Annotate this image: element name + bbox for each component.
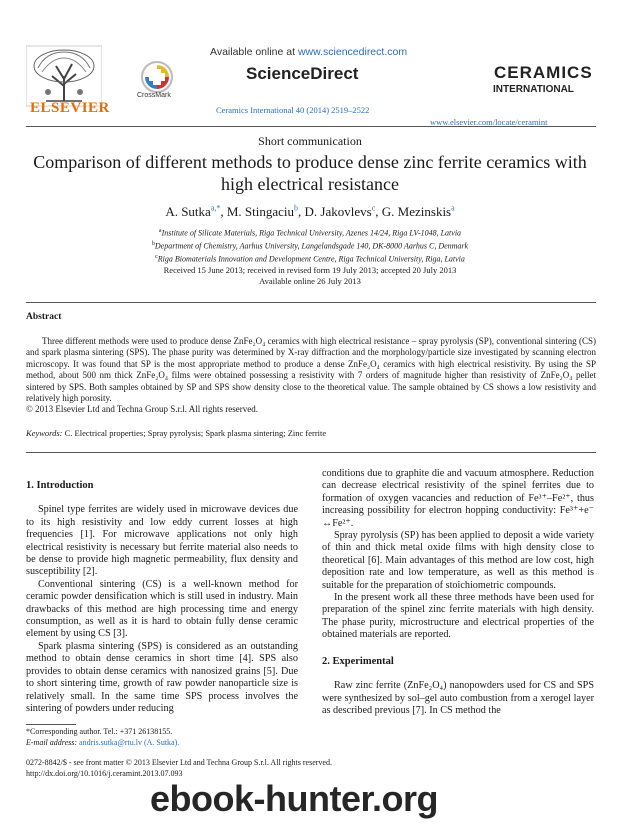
available-online-date: Available online 26 July 2013	[259, 276, 361, 286]
affiliations	[0, 226, 620, 265]
author-sep: ,	[375, 204, 382, 220]
body-paragraph: conditions due to graphite die and vacuum atmosphere. Reduction can decrease electrical resistivity of the spinel ferrites due to formation of oxygen vacancies and reduction of Fe³⁺–Fe²⁺, thus increasing possibility for electron hopping conductivity: Fe³⁺+e⁻ ↔Fe²⁺.	[322, 468, 594, 529]
email-link[interactable]: andris.sutka@rtu.lv (A. Sutka).	[79, 737, 180, 747]
journal-title: CERAMICS	[494, 63, 593, 82]
abstract-body	[26, 336, 596, 416]
doi-link[interactable]: http://dx.doi.org/10.1016/j.ceramint.2013.07.093	[26, 768, 183, 778]
received-dates: Received 15 June 2013; received in revised form 19 July 2013; accepted 20 July 2013	[163, 265, 457, 275]
author-list	[0, 204, 620, 220]
copyright-footer	[26, 758, 332, 779]
author	[305, 204, 382, 219]
crossmark-icon[interactable]	[140, 60, 174, 94]
author-affil-mark[interactable]: c	[371, 204, 376, 213]
body-paragraph: Conventional sintering (CS) is a well-known method for ceramic powder densification which is still used in industry. Main drawbacks of this method are high processing time and energy consumption, as well as it is hard to obtain fully dense ceramic element by using CS [3].	[26, 578, 298, 640]
author-sep: ,	[220, 204, 227, 220]
right-column	[322, 468, 594, 717]
author-affil-mark[interactable]: b	[294, 204, 299, 213]
body-paragraph: Raw zinc ferrite (ZnFe₂O₄) nanopowders used for CS and SPS were synthesized by sol–gel auto combustion from a xerogel layer as described previous [7]. In CS method the	[322, 680, 594, 716]
author-sep: ,	[298, 204, 305, 220]
publisher-name: ELSEVIER	[30, 100, 110, 116]
author-name: M. Stingaciu	[226, 204, 295, 220]
issn-line: 0272-8842/$ - see front matter © 2013 Elsevier Ltd and Techna Group S.r.l. All rights reserved.	[26, 758, 332, 767]
article-type: Short communication	[258, 134, 362, 148]
affil-text: Department of Chemistry, Aarhus University, Langelandsgade 140, DK-8000 Aarhus C, Denmark	[154, 241, 469, 251]
affiliation	[0, 239, 620, 252]
affil-mark: a	[158, 228, 162, 234]
body-paragraph: Spray pyrolysis (SP) has been applied to deposit a wide variety of thin and thick metal oxide films with high density close to theoretical [6]. Main advantages of this method are low cost, high deposition rate and low temperature, as well as this method is suitable for the preparation of stoichiometric compounds.	[322, 530, 594, 591]
author	[382, 204, 455, 219]
abstract-copyright: © 2013 Elsevier Ltd and Techna Group S.r.l. All rights reserved.	[26, 404, 258, 415]
keywords-list: C. Electrical properties; Spray pyrolysis; Spark plasma sintering; Zinc ferrite	[62, 428, 327, 438]
paper-title: Comparison of different methods to produce dense zinc ferrite ceramics with high electrical resistance	[33, 152, 587, 194]
abstract-bottom-rule	[26, 452, 596, 453]
sciencedirect-link[interactable]: www.sciencedirect.com	[297, 46, 408, 58]
author	[227, 204, 305, 219]
section-heading-introduction: 1. Introduction	[26, 480, 94, 491]
affil-text: Institute of Silicate Materials, Riga Technical University, Azenes 14/24, Riga LV-1048, Latvia	[161, 228, 462, 238]
author-affil-mark[interactable]: a	[451, 204, 455, 213]
footnote-rule	[26, 724, 76, 725]
body-paragraph: Spinel type ferrites are widely used in microwave devices due to its high resistivity and low eddy current losses at high frequencies [1]. For microwave applications not only high electrical resistivity is necessary but ferrite material also needs to be dense to provide high magnetic permeability, flux density and susceptibility [2].	[26, 504, 298, 578]
available-online-line	[210, 46, 407, 58]
email-label: E-mail address:	[26, 737, 80, 747]
keywords-label: Keywords:	[26, 428, 63, 438]
journal-citation-link[interactable]: Ceramics International 40 (2014) 2519–2522	[216, 105, 370, 115]
corresponding-footnote	[26, 727, 179, 748]
email-line	[26, 738, 179, 749]
left-column	[26, 480, 298, 715]
body-paragraph: Spark plasma sintering (SPS) is considered as an outstanding method to obtain dense ceramics in short time [4]. SPS also provides to obtain dense ceramics with nanosized grains [5]. Due to short sintering time, growth of raw powder nanoparticle size is relatively small. In the same time SPS process involves the sintering of powders under reducing	[26, 640, 298, 714]
author	[165, 204, 227, 219]
watermark-text: ebook-hunter.org	[150, 778, 438, 819]
article-dates	[0, 265, 620, 287]
body-paragraph: In the present work all these three methods have been used for preparation of the spinel zinc ferrite materials with high density. The phase purity, microstructure and electrical properties of the obtained materials are reported.	[322, 592, 594, 641]
affil-mark: c	[155, 254, 158, 261]
crossmark-label: CrossMark	[137, 92, 171, 99]
section-heading-experimental: 2. Experimental	[322, 655, 394, 667]
affiliation	[0, 252, 620, 265]
affiliation	[0, 226, 620, 239]
abstract-heading: Abstract	[26, 312, 62, 322]
corresponding-author: *Corresponding author. Tel.: +371 26138155.	[26, 727, 173, 736]
abstract-top-rule	[26, 302, 596, 303]
affil-mark: b	[151, 241, 155, 248]
header-rule	[26, 126, 596, 127]
journal-url-link[interactable]: www.elsevier.com/locate/ceramint	[430, 117, 548, 127]
platform-name: ScienceDirect	[246, 64, 359, 83]
author-name: G. Mezinskis	[381, 204, 452, 220]
keywords-line	[26, 428, 326, 438]
author-name: A. Sutka	[165, 204, 211, 220]
available-online-prefix: Available online at	[210, 46, 298, 58]
author-name: D. Jakovlevs	[304, 204, 372, 220]
abstract-text: Three different methods were used to produce dense ZnFe₂O₄ ceramics with high electrical resistance – spray pyrolysis (SP), conventional sintering (CS) and spark plasma sintering (SPS). The phase purity was determined by X-ray diffraction and the morphology/particle size investigated by scanning electron microscopy. It was found that SP is the most appropriate method to produce a dense ZnFe₂O₄ ceramics with high electrical resistivity. By using the SP method, about 500 nm thick ZnFe₂O₄ films were obtained possessing a resistivity with 7 orders of magnitude higher than resistivity of ZnFe₂O₄ pellet sintered by SPS. Both samples obtained by SP and SPS show density close to the theoretical value. The sample obtained by CS shows a low resistivity and relatively high porosity.	[26, 336, 596, 404]
author-affil-mark[interactable]: a,*	[210, 204, 221, 213]
journal-title-sub: INTERNATIONAL	[493, 84, 574, 95]
affil-text: Riga Biomaterials Innovation and Development Centre, Riga Technical University, Riga, Latvia	[157, 254, 465, 264]
